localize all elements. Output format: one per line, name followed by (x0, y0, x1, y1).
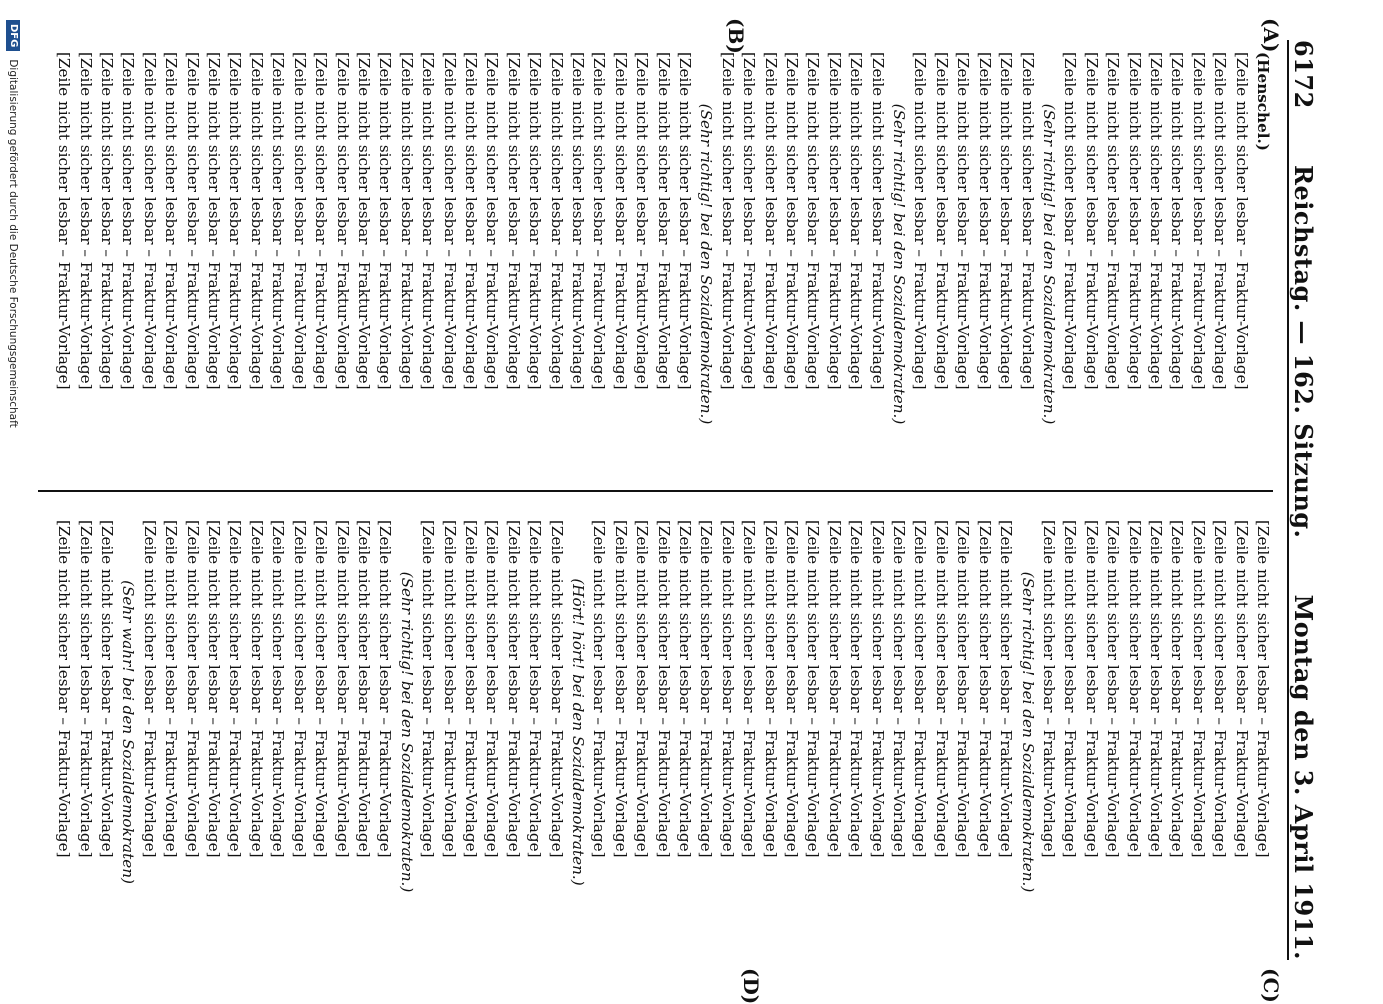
text-line: [Zeile nicht sicher lesbar – Fraktur-Vorlage] (697, 520, 716, 858)
text-line: [Zeile nicht sicher lesbar – Fraktur-Vorlage] (975, 520, 994, 858)
text-line: [Zeile nicht sicher lesbar – Fraktur-Vorlage] (676, 520, 695, 858)
text-line: [Zeile nicht sicher lesbar – Fraktur-Vorlage] (654, 520, 673, 858)
text-line: [Zeile nicht sicher lesbar – Fraktur-Vorlage] (1168, 520, 1187, 858)
text-line: [Zeile nicht sicher lesbar – Fraktur-Vorlage] (119, 52, 138, 390)
text-line: [Zeile nicht sicher lesbar – Fraktur-Vorlage] (997, 520, 1016, 858)
text-line: [Zeile nicht sicher lesbar – Fraktur-Vorlage] (440, 520, 459, 858)
text-line: [Zeile nicht sicher lesbar – Fraktur-Vorlage] (140, 52, 159, 390)
text-line: [Zeile nicht sicher lesbar – Fraktur-Vorlage] (825, 520, 844, 858)
text-line: [Zeile nicht sicher lesbar – Fraktur-Vorlage] (1039, 520, 1058, 858)
text-line: [Zeile nicht sicher lesbar – Fraktur-Vorlage] (1211, 52, 1230, 390)
text-line: [Zeile nicht sicher lesbar – Fraktur-Vorlage] (55, 520, 74, 858)
text-line: [Zeile nicht sicher lesbar – Fraktur-Vorlage] (1146, 52, 1165, 390)
text-line: [Zeile nicht sicher lesbar – Fraktur-Vorlage] (269, 520, 288, 858)
text-line: [Zeile nicht sicher lesbar – Fraktur-Vorlage] (804, 52, 823, 390)
text-line: [Zeile nicht sicher lesbar – Fraktur-Vorlage] (654, 52, 673, 390)
text-line: [Zeile nicht sicher lesbar – Fraktur-Vorlage] (461, 52, 480, 390)
text-line: [Zeile nicht sicher lesbar – Fraktur-Vorlage] (183, 520, 202, 858)
text-line: [Zeile nicht sicher lesbar – Fraktur-Vorlage] (1125, 52, 1144, 390)
interjection-line: (Sehr richtig! bei den Sozialdemokraten.) (1039, 103, 1058, 425)
text-line: [Zeile nicht sicher lesbar – Fraktur-Vorlage] (376, 520, 395, 858)
text-line: [Zeile nicht sicher lesbar – Fraktur-Vorlage] (205, 520, 224, 858)
text-line: [Zeile nicht sicher lesbar – Fraktur-Vorlage] (676, 52, 695, 390)
speaker-name: (Henschel.) (1254, 52, 1272, 151)
text-line: [Zeile nicht sicher lesbar – Fraktur-Vorlage] (932, 520, 951, 858)
text-line: [Zeile nicht sicher lesbar – Fraktur-Vorlage] (183, 52, 202, 390)
text-line: [Zeile nicht sicher lesbar – Fraktur-Vorlage] (247, 52, 266, 390)
text-line: [Zeile nicht sicher lesbar – Fraktur-Vorlage] (55, 52, 74, 390)
text-line: [Zeile nicht sicher lesbar – Fraktur-Vorlage] (140, 520, 159, 858)
text-line: [Zeile nicht sicher lesbar – Fraktur-Vorlage] (569, 52, 587, 390)
interjection-line: (Sehr richtig! bei den Sozialdemokraten.) (1018, 571, 1037, 893)
text-line: [Zeile nicht sicher lesbar – Fraktur-Vorlage] (890, 520, 909, 858)
column-divider (38, 490, 1273, 492)
text-line: [Zeile nicht sicher lesbar – Fraktur-Vorlage] (547, 52, 566, 390)
text-line: [Zeile nicht sicher lesbar – Fraktur-Vorlage] (162, 52, 181, 390)
text-line: [Zeile nicht sicher lesbar – Fraktur-Vorlage] (1104, 52, 1123, 390)
text-line: [Zeile nicht sicher lesbar – Fraktur-Vorlage] (975, 52, 994, 390)
text-line: [Zeile nicht sicher lesbar – Fraktur-Vorlage] (162, 520, 181, 858)
text-line: [Zeile nicht sicher lesbar – Fraktur-Vorlage] (633, 520, 652, 858)
text-line: [Zeile nicht sicher lesbar – Fraktur-Vorlage] (354, 520, 373, 858)
text-line: [Zeile nicht sicher lesbar – Fraktur-Vorlage] (504, 520, 523, 858)
page-header (1287, 40, 1323, 960)
text-line: [Zeile nicht sicher lesbar – Fraktur-Vorlage] (997, 52, 1016, 390)
text-line: [Zeile nicht sicher lesbar – Fraktur-Vorlage] (483, 520, 502, 858)
text-line: [Zeile nicht sicher lesbar – Fraktur-Vorlage] (1211, 520, 1230, 858)
text-line: [Zeile nicht sicher lesbar – Fraktur-Vorlage] (526, 520, 545, 858)
interjection-line: (Sehr richtig! bei den Sozialdemokraten.) (697, 103, 716, 425)
text-line: [Zeile nicht sicher lesbar – Fraktur-Vorlage] (76, 52, 95, 390)
interjection-line: (Sehr richtig! bei den Sozialdemokraten.) (397, 571, 416, 893)
left-column (38, 52, 1273, 476)
text-line: [Zeile nicht sicher lesbar – Fraktur-Vorlage] (1082, 52, 1101, 390)
text-line: [Zeile nicht sicher lesbar – Fraktur-Vorlage] (783, 520, 802, 858)
text-line: [Zeile nicht sicher lesbar – Fraktur-Vorlage] (1146, 520, 1165, 858)
text-line: [Zeile nicht sicher lesbar – Fraktur-Vorlage] (868, 52, 887, 390)
text-line: [Zeile nicht sicher lesbar – Fraktur-Vorlage] (611, 52, 630, 390)
text-line: [Zeile nicht sicher lesbar – Fraktur-Vorlage] (483, 52, 502, 390)
dfg-logo: DFG (6, 20, 20, 51)
page-number: 6172 (1289, 40, 1318, 109)
text-line: [Zeile nicht sicher lesbar – Fraktur-Vorlage] (290, 52, 309, 390)
text-line: [Zeile nicht sicher lesbar – Fraktur-Vorlage] (847, 520, 866, 858)
text-line: [Zeile nicht sicher lesbar – Fraktur-Vorlage] (333, 52, 352, 390)
text-line: [Zeile nicht sicher lesbar – Fraktur-Vorlage] (397, 52, 416, 390)
text-line: [Zeile nicht sicher lesbar – Fraktur-Vorlage] (333, 520, 352, 858)
text-line: [Zeile nicht sicher lesbar – Fraktur-Vorlage] (740, 520, 759, 858)
text-line: [Zeile nicht sicher lesbar – Fraktur-Vorlage] (1125, 520, 1144, 858)
text-line: [Zeile nicht sicher lesbar – Fraktur-Vorlage] (526, 52, 545, 390)
text-line: [Zeile nicht sicher lesbar – Fraktur-Vorlage] (1168, 52, 1187, 390)
text-line: [Zeile nicht sicher lesbar – Fraktur-Vorlage] (1189, 520, 1208, 858)
interjection-line: (Sehr wahr! bei den Sozialdemokraten) (119, 580, 138, 884)
right-column (38, 520, 1273, 944)
text-line: [Zeile nicht sicher lesbar – Fraktur-Vorlage] (376, 52, 395, 390)
text-line: [Zeile nicht sicher lesbar – Fraktur-Vorlage] (633, 52, 652, 390)
margin-letter-d: (D) (739, 968, 763, 1004)
text-line: [Zeile nicht sicher lesbar – Fraktur-Vorlage] (461, 520, 480, 858)
text-line: [Zeile nicht sicher lesbar – Fraktur-Vorlage] (76, 520, 95, 858)
text-line: [Zeile nicht sicher lesbar – Fraktur-Vorlage] (954, 52, 973, 390)
text-line: [Zeile nicht sicher lesbar – Fraktur-Vorlage] (590, 52, 609, 390)
margin-letter-b: (B) (724, 18, 748, 54)
credit-text: Digitalisierung gefördert durch die Deutsche Forschungsgemeinschaft (7, 59, 19, 428)
text-line: [Zeile nicht sicher lesbar – Fraktur-Vorlage] (290, 520, 309, 858)
text-line: [Zeile nicht sicher lesbar – Fraktur-Vorlage] (312, 520, 331, 858)
text-line: [Zeile nicht sicher lesbar – Fraktur-Vorlage] (761, 520, 780, 858)
text-line: [Zeile nicht sicher lesbar – Fraktur-Vorlage] (440, 52, 459, 390)
text-line: [Zeile nicht sicher lesbar – Fraktur-Vorlage] (932, 52, 951, 390)
text-line: [Zeile nicht sicher lesbar – Fraktur-Vorlage] (1254, 520, 1272, 858)
text-line: [Zeile nicht sicher lesbar – Fraktur-Vorlage] (354, 52, 373, 390)
interjection-line: (Hört! hört! bei den Sozialdemokraten.) (569, 578, 587, 886)
text-line: [Zeile nicht sicher lesbar – Fraktur-Vorlage] (911, 520, 930, 858)
text-line: [Zeile nicht sicher lesbar – Fraktur-Vorlage] (226, 52, 245, 390)
text-line: [Zeile nicht sicher lesbar – Fraktur-Vorlage] (205, 52, 224, 390)
text-line: [Zeile nicht sicher lesbar – Fraktur-Vorlage] (868, 520, 887, 858)
text-line: [Zeile nicht sicher lesbar – Fraktur-Vorlage] (718, 52, 737, 390)
text-line: [Zeile nicht sicher lesbar – Fraktur-Vorlage] (740, 52, 759, 390)
text-line: [Zeile nicht sicher lesbar – Fraktur-Vorlage] (247, 520, 266, 858)
text-line: [Zeile nicht sicher lesbar – Fraktur-Vorlage] (1189, 52, 1208, 390)
text-line: [Zeile nicht sicher lesbar – Fraktur-Vorlage] (98, 520, 117, 858)
text-line: [Zeile nicht sicher lesbar – Fraktur-Vorlage] (1104, 520, 1123, 858)
text-line: [Zeile nicht sicher lesbar – Fraktur-Vorlage] (547, 520, 566, 858)
text-line: [Zeile nicht sicher lesbar – Fraktur-Vorlage] (590, 520, 609, 858)
text-line: [Zeile nicht sicher lesbar – Fraktur-Vorlage] (312, 52, 331, 390)
text-line: [Zeile nicht sicher lesbar – Fraktur-Vorlage] (419, 52, 438, 390)
text-line: [Zeile nicht sicher lesbar – Fraktur-Vorlage] (269, 52, 288, 390)
text-line: [Zeile nicht sicher lesbar – Fraktur-Vorlage] (1061, 520, 1080, 858)
text-line: [Zeile nicht sicher lesbar – Fraktur-Vorlage] (1061, 52, 1080, 390)
text-line: [Zeile nicht sicher lesbar – Fraktur-Vorlage] (98, 52, 117, 390)
page-title: Reichstag. — 162. Sitzung. (1289, 165, 1318, 539)
text-line: [Zeile nicht sicher lesbar – Fraktur-Vorlage] (718, 520, 737, 858)
text-line: [Zeile nicht sicher lesbar – Fraktur-Vorlage] (226, 520, 245, 858)
text-line: [Zeile nicht sicher lesbar – Fraktur-Vorlage] (804, 520, 823, 858)
text-line: [Zeile nicht sicher lesbar – Fraktur-Vorlage] (847, 52, 866, 390)
text-line: [Zeile nicht sicher lesbar – Fraktur-Vorlage] (783, 52, 802, 390)
session-date: Montag den 3. April 1911. (1289, 594, 1318, 960)
text-line: [Zeile nicht sicher lesbar – Fraktur-Vorlage] (1232, 52, 1251, 390)
interjection-line: (Sehr richtig! bei den Sozialdemokraten.) (890, 103, 909, 425)
text-line: [Zeile nicht sicher lesbar – Fraktur-Vorlage] (1232, 520, 1251, 858)
margin-letter-c: (C) (1259, 968, 1283, 1003)
text-line: [Zeile nicht sicher lesbar – Fraktur-Vorlage] (911, 52, 930, 390)
text-line: [Zeile nicht sicher lesbar – Fraktur-Vorlage] (611, 520, 630, 858)
text-line: [Zeile nicht sicher lesbar – Fraktur-Vorlage] (1082, 520, 1101, 858)
text-line: [Zeile nicht sicher lesbar – Fraktur-Vorlage] (761, 52, 780, 390)
text-line: [Zeile nicht sicher lesbar – Fraktur-Vorlage] (419, 520, 438, 858)
text-line: [Zeile nicht sicher lesbar – Fraktur-Vorlage] (954, 520, 973, 858)
digitization-credit (5, 0, 21, 1000)
margin-letter-a: (A) (1259, 18, 1283, 53)
text-line: [Zeile nicht sicher lesbar – Fraktur-Vorlage] (504, 52, 523, 390)
text-line: [Zeile nicht sicher lesbar – Fraktur-Vorlage] (825, 52, 844, 390)
text-line: [Zeile nicht sicher lesbar – Fraktur-Vorlage] (1018, 52, 1037, 390)
